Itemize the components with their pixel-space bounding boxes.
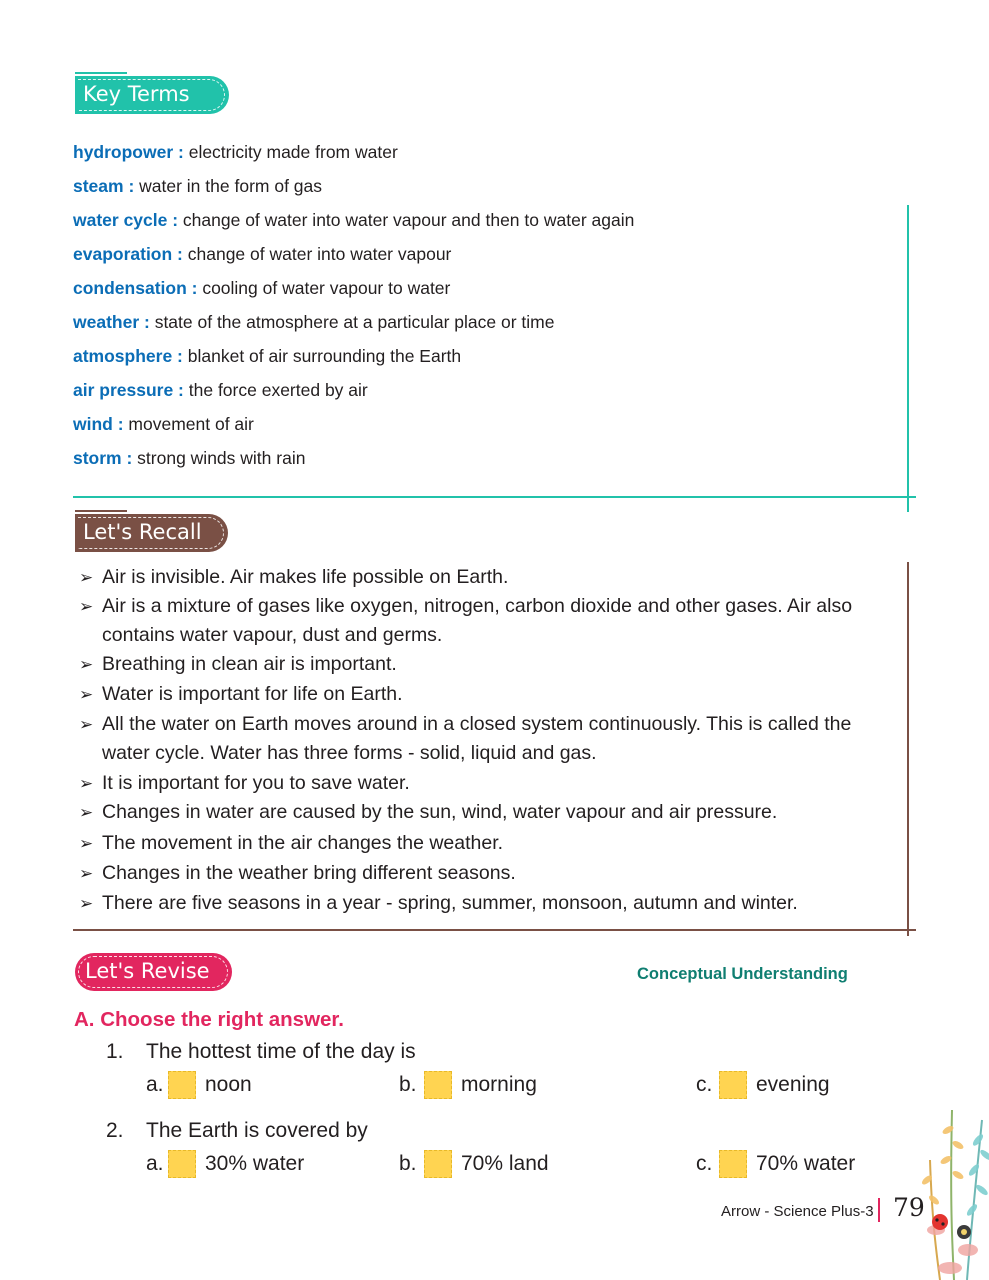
- key-term: evaporation : change of water into water vapour: [73, 244, 452, 264]
- recall-item: ➢ Breathing in clean air is important.: [79, 650, 889, 679]
- arrow-bullet-icon: ➢: [79, 864, 94, 883]
- key-term: storm : strong winds with rain: [73, 448, 306, 468]
- recall-item: ➢ There are five seasons in a year - spring, summer, monsoon, autumn and winter.: [79, 889, 889, 918]
- answer-checkbox[interactable]: [168, 1071, 196, 1099]
- answer-checkbox[interactable]: [719, 1150, 747, 1178]
- key-term: atmosphere : blanket of air surrounding the Earth: [73, 346, 462, 366]
- page-number: 79: [893, 1193, 925, 1222]
- arrow-bullet-icon: ➢: [79, 894, 94, 913]
- question-text: The hottest time of the day is: [146, 1040, 416, 1063]
- key-term: water cycle : change of water into water vapour and then to water again: [73, 210, 635, 230]
- arrow-bullet-icon: ➢: [79, 774, 94, 793]
- option-text: noon: [205, 1073, 252, 1096]
- arrow-bullet-icon: ➢: [79, 715, 94, 734]
- book-title: Arrow - Science Plus-3: [721, 1203, 874, 1220]
- footer-separator: [878, 1198, 880, 1222]
- question-text: The Earth is covered by: [146, 1119, 368, 1142]
- plant-decoration-icon: [912, 1100, 989, 1280]
- option-text: 30% water: [205, 1152, 305, 1175]
- revise-heading: [75, 953, 232, 991]
- answer-checkbox[interactable]: [719, 1071, 747, 1099]
- option-text: 70% water: [756, 1152, 856, 1175]
- section-a-title: A. Choose the right answer.: [74, 1008, 344, 1031]
- skill-label: Conceptual Understanding: [637, 965, 848, 983]
- key-terms-divider: [73, 496, 916, 498]
- recall-item: ➢ The movement in the air changes the weather.: [79, 829, 889, 858]
- answer-checkbox[interactable]: [424, 1150, 452, 1178]
- arrow-bullet-icon: ➢: [79, 655, 94, 674]
- key-terms-heading: [75, 76, 229, 114]
- arrow-bullet-icon: ➢: [79, 685, 94, 704]
- recall-item: ➢ Changes in water are caused by the sun, wind, water vapour and air pressure.: [79, 798, 889, 827]
- option-letter: a.: [146, 1152, 164, 1175]
- key-term: wind : movement of air: [73, 414, 254, 434]
- arrow-bullet-icon: ➢: [79, 568, 94, 587]
- arrow-bullet-icon: ➢: [79, 803, 94, 822]
- recall-divider: [907, 562, 909, 936]
- recall-item: ➢ Changes in the weather bring different seasons.: [79, 859, 889, 888]
- recall-item: ➢ Air is a mixture of gases like oxygen, nitrogen, carbon dioxide and other gases. Air also contains water vapour, dust and germs.: [79, 592, 889, 650]
- key-term: hydropower : electricity made from water: [73, 142, 398, 162]
- key-term: steam : water in the form of gas: [73, 176, 323, 196]
- recall-item: ➢ It is important for you to save water.: [79, 769, 889, 798]
- option-text: evening: [756, 1073, 830, 1096]
- heading-decoration: [75, 72, 127, 74]
- option-letter: c.: [696, 1152, 713, 1175]
- key-term: condensation : cooling of water vapour to water: [73, 278, 451, 298]
- answer-checkbox[interactable]: [424, 1071, 452, 1099]
- option-letter: b.: [399, 1073, 417, 1096]
- key-term: weather : state of the atmosphere at a particular place or time: [73, 312, 555, 332]
- question-number: 2.: [106, 1119, 124, 1142]
- key-terms-divider: [907, 205, 909, 512]
- recall-heading: [75, 514, 228, 552]
- option-letter: c.: [696, 1073, 713, 1096]
- recall-item: ➢ Air is invisible. Air makes life possible on Earth.: [79, 563, 889, 592]
- answer-checkbox[interactable]: [168, 1150, 196, 1178]
- question-number: 1.: [106, 1040, 124, 1063]
- key-term: air pressure : the force exerted by air: [73, 380, 368, 400]
- arrow-bullet-icon: ➢: [79, 597, 94, 616]
- revise-heading-label: Let's Revise: [85, 959, 210, 983]
- heading-decoration: [75, 510, 127, 512]
- option-letter: a.: [146, 1073, 164, 1096]
- arrow-bullet-icon: ➢: [79, 834, 94, 853]
- recall-item: ➢ Water is important for life on Earth.: [79, 680, 889, 709]
- option-text: morning: [461, 1073, 537, 1096]
- recall-divider: [73, 929, 916, 931]
- recall-heading-label: Let's Recall: [83, 520, 202, 544]
- option-text: 70% land: [461, 1152, 549, 1175]
- option-letter: b.: [399, 1152, 417, 1175]
- key-terms-heading-label: Key Terms: [83, 82, 190, 106]
- recall-item: ➢ All the water on Earth moves around in a closed system continuously. This is called the water cycle. Water has three forms - solid, liquid and gas.: [79, 710, 889, 768]
